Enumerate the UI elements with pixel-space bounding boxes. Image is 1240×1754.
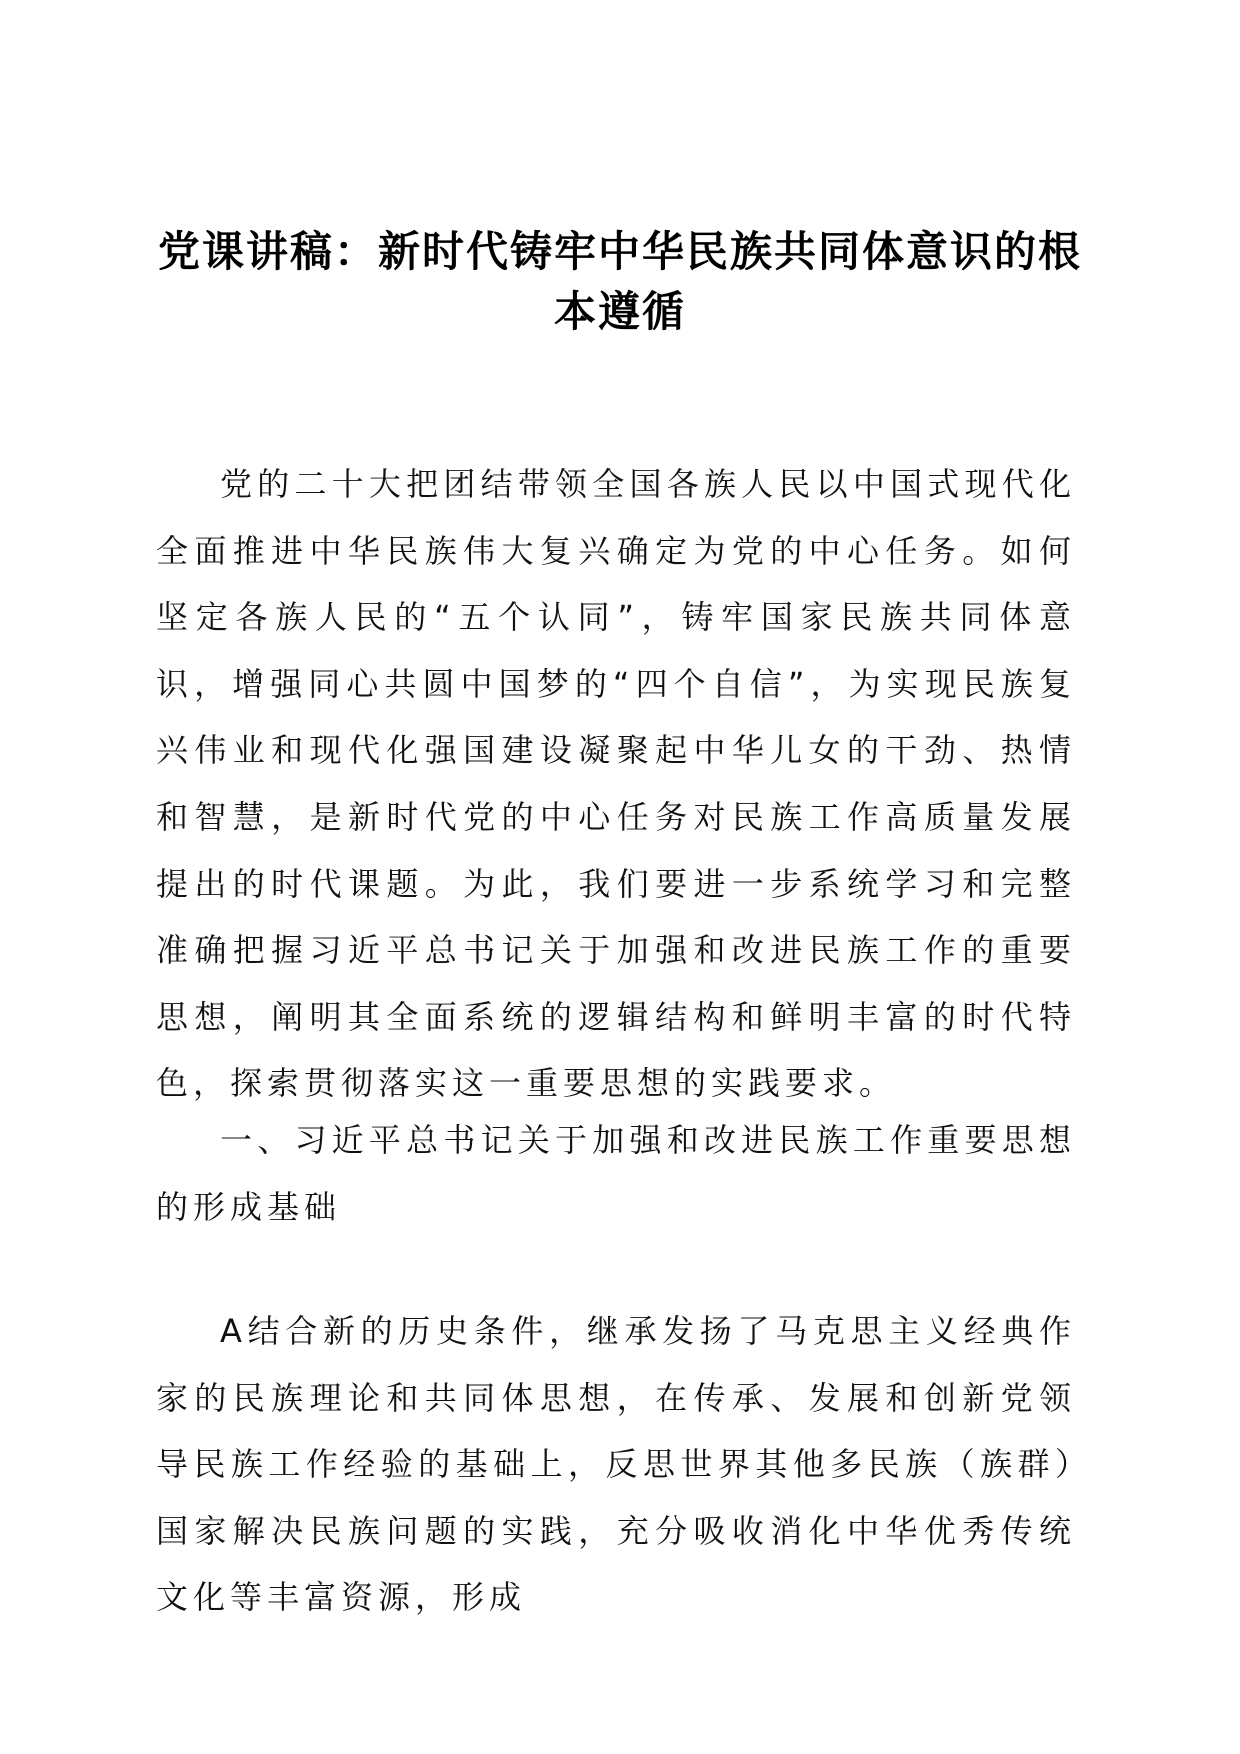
body-paragraph: A结合新的历史条件，继承发扬了马克思主义经典作家的民族理论和共同体思想，在传承、发展和创新党领导民族工作经验的基础上，反思世界其他多民族（族群）国家解决民族问题的实践，充分吸收消化中华优秀传统文化等丰富资源，形成 [156, 1312, 1076, 1617]
document-title: 党课讲稿：新时代铸牢中华民族共同体意识的根本遵循 [157, 227, 1082, 336]
intro-paragraph: 党的二十大把团结带领全国各族人民以中国式现代化全面推进中华民族伟大复兴确定为党的中心任务。如何坚定各族人民的“五个认同”，铸牢国家民族共同体意识，增强同心共圆中国梦的“四个自信”，为实现民族复兴伟业和现代化强国建设凝聚起中华儿女的干劲、热情和智慧，是新时代党的中心任务对民族工作高质量发展提出的时代课题。为此，我们要进一步系统学习和完整准确把握习近平总书记关于加强和改进民族工作的重要思想，阐明其全面系统的逻辑结构和鲜明丰富的时代特色，探索贯彻落实这一重要思想的实践要求。 [156, 465, 1076, 1103]
section-heading-1: 一、习近平总书记关于加强和改进民族工作重要思想的形成基础 [156, 1121, 1076, 1226]
